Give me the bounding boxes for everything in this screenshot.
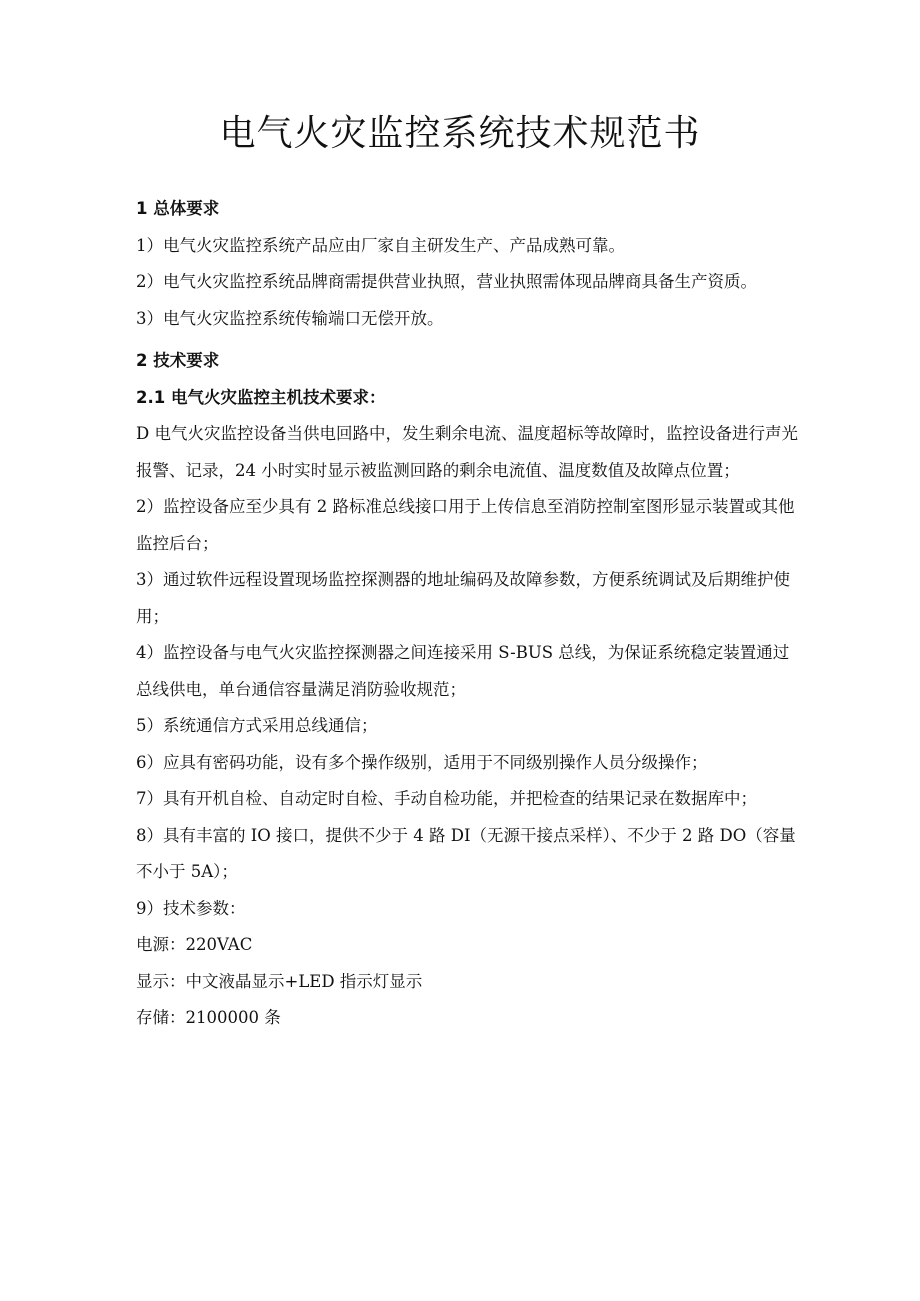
subsection-heading: 2.1 电气火灾监控主机技术要求： bbox=[136, 387, 386, 407]
paragraph: 2）监控设备应至少具有 2 路标准总线接口用于上传信息至消防控制室图形显示装置或其他监控后台； bbox=[136, 497, 795, 553]
paragraph: 5）系统通信方式采用总线通信； bbox=[136, 716, 378, 735]
paragraph: 8）具有丰富的 IO 接口，提供不少于 4 路 DI（无源干接点采样）、不少于 2 路 DO（容量不小于 5A）； bbox=[136, 825, 796, 881]
paragraph: 4）监控设备与电气火灾监控探测器之间连接采用 S-BUS 总线，为保证系统稳定装置通过总线供电，单台通信容量满足消防验收规范； bbox=[136, 643, 790, 699]
section-heading: 1 总体要求 bbox=[136, 199, 220, 218]
document-title: 电气火灾监控系统技术规范书 bbox=[219, 113, 701, 154]
paragraph: 6）应具有密码功能，设有多个操作级别，适用于不同级别操作人员分级操作； bbox=[136, 752, 708, 772]
paragraph: 9）技术参数： bbox=[136, 898, 246, 918]
section-heading: 2 技术要求 bbox=[136, 351, 220, 370]
paragraph: 2）电气火灾监控系统品牌商需提供营业执照，营业执照需体现品牌商具备生产资质。 bbox=[136, 272, 757, 291]
paragraph: D 电气火灾监控设备当供电回路中，发生剩余电流、温度超标等故障时，监控设备进行声光报警、记录，24 小时实时显示被监测回路的剩余电流值、温度数值及故障点位置； bbox=[136, 424, 798, 480]
spec-line: 存储：2100000 条 bbox=[136, 1008, 281, 1027]
document-body bbox=[136, 191, 804, 1037]
section-general-requirements bbox=[136, 191, 804, 337]
paragraph: 3）通过软件远程设置现场监控探测器的地址编码及故障参数，方便系统调试及后期维护使用； bbox=[136, 570, 790, 626]
section-technical-requirements bbox=[136, 343, 804, 1037]
paragraph: 1）电气火灾监控系统产品应由厂家自主研发生产、产品成熟可靠。 bbox=[136, 235, 625, 255]
spec-line: 电源：220VAC bbox=[136, 935, 253, 954]
paragraph: 7）具有开机自检、自动定时自检、手动自检功能，并把检查的结果记录在数据库中； bbox=[136, 789, 757, 808]
paragraph: 3）电气火灾监控系统传输端口无偿开放。 bbox=[136, 308, 444, 328]
spec-line: 显示：中文液晶显示+LED 指示灯显示 bbox=[136, 971, 423, 991]
